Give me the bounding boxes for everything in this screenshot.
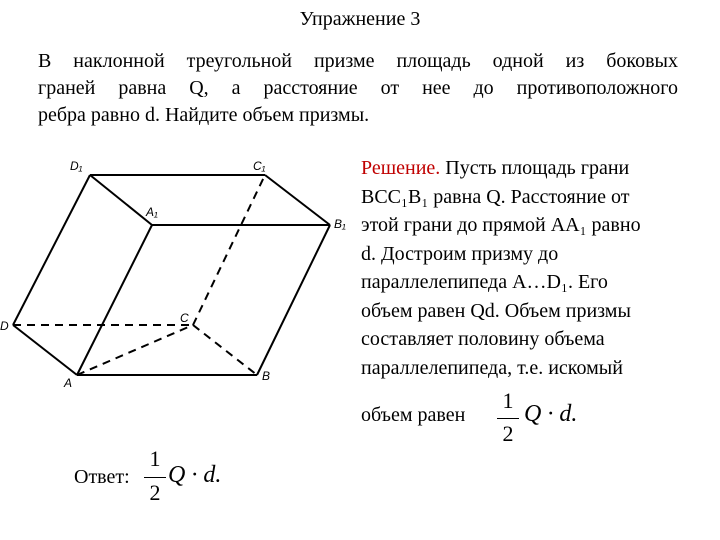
fraction-bar [497,418,519,419]
formula-numerator: 1 [502,388,514,413]
formula-denominator: 2 [502,421,514,446]
solution-heading: Решение. [361,157,441,179]
solution-line-1: Пусть площадь грани [445,157,630,179]
edge-a-a1 [77,225,152,375]
solution-line-6: объем равен Qd. Объем призмы [361,299,631,322]
problem-line-3: ребра равно d. Найдите объем призмы. [38,104,370,126]
label-c: C [180,311,189,325]
hidden-edge-c-c1 [193,175,265,325]
label-b1: B₁ [334,217,346,231]
label-a1: A₁ [146,205,158,219]
solution-line-9: объем равен [361,404,466,426]
hidden-edge-c-b [193,325,257,375]
prism-figure [0,150,360,400]
label-d1: D₁ [70,159,83,173]
label-b: B [262,369,271,383]
formula-rest: Q · d. [524,401,578,427]
problem-line-1: В наклонной треугольной призме площадь одной из боковых [38,50,678,72]
solution-line-4: d. Достроим призму до [361,242,559,265]
edge-d1-d [13,175,90,325]
solution-line-7: составляет половину объема [361,328,605,350]
solution-line-3: этой грани до прямой AA₁ равно [361,214,641,236]
label-c1: C₁ [253,159,266,173]
answer-label: Ответ: [74,466,130,488]
label-d: D [0,319,9,333]
edge-d1-a1 [90,175,152,225]
solution-line-2: BCC₁B₁ равна Q. Расстояние от [361,185,630,208]
solution-line-5: параллелепипеда A…D₁. Его [361,271,608,293]
hidden-edge-a-c [77,325,193,375]
solution-line-8: параллелепипеда, т.е. искомый [361,356,623,379]
answer-denominator: 2 [149,480,161,505]
problem-statement [38,48,678,129]
problem-line-2: граней равна Q, а расстояние от нее до противоположного [38,77,678,99]
exercise-title: Упражнение 3 [299,8,421,30]
answer-fraction-bar [144,477,166,478]
label-a: A [64,376,73,390]
answer-numerator: 1 [149,446,161,471]
answer-rest: Q · d. [168,462,222,488]
edge-d-a [13,325,77,375]
solution-text [361,154,691,382]
edge-b-b1 [257,225,330,375]
edge-c1-b1 [265,175,330,225]
